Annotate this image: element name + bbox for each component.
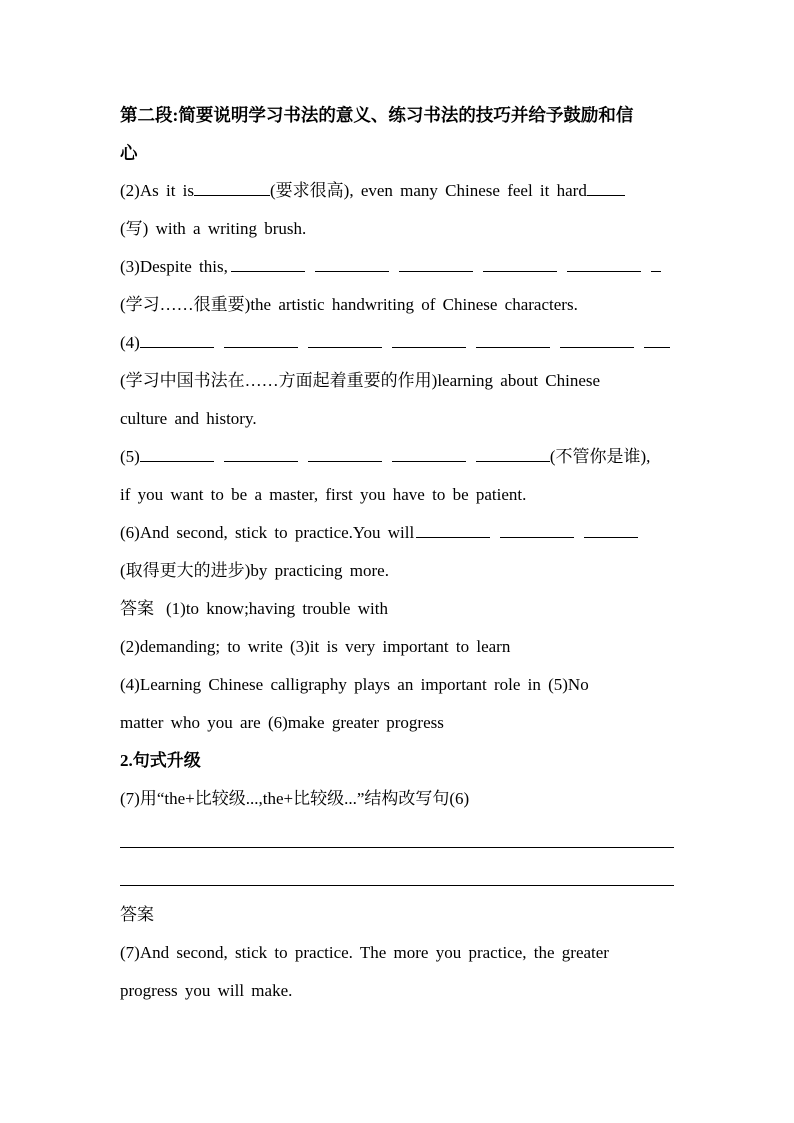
q3-text-a: (3)Despite this, bbox=[120, 257, 228, 276]
q3-blank-5[interactable] bbox=[567, 257, 641, 272]
q2-blank-2[interactable] bbox=[587, 181, 625, 196]
q3-blank-2[interactable] bbox=[315, 257, 389, 272]
q4-text-a: (4) bbox=[120, 333, 140, 352]
q6-blank-2[interactable] bbox=[500, 523, 574, 538]
answer-line3: (4)Learning Chinese calligraphy plays an important role in (5)No bbox=[120, 675, 589, 694]
question-5-line1 bbox=[120, 438, 674, 476]
answer-7-line1: (7)And second, stick to practice. The more you practice, the greater bbox=[120, 943, 609, 962]
answers-2-label: 答案 bbox=[120, 905, 154, 924]
q3-blank-3[interactable] bbox=[399, 257, 473, 272]
q6-text-a: (6)And second, stick to practice.You will bbox=[120, 523, 415, 542]
q4-blank-5[interactable] bbox=[476, 333, 550, 348]
q5-blank-3[interactable] bbox=[308, 447, 382, 462]
answer-label: 答案 bbox=[120, 599, 154, 618]
q3-blank-4[interactable] bbox=[483, 257, 557, 272]
q5-text-a: (5) bbox=[120, 447, 140, 466]
q5-blank-5[interactable] bbox=[476, 447, 550, 462]
q2-text-a: (2)As it is bbox=[120, 181, 194, 200]
answer-line4: matter who you are (6)make greater progress bbox=[120, 713, 444, 732]
q4-blank-6[interactable] bbox=[560, 333, 634, 348]
question-3-line1 bbox=[120, 248, 674, 286]
q4-blank-2[interactable] bbox=[224, 333, 298, 348]
question-7: (7)用“the+比较级...,the+比较级...”结构改写句(6) bbox=[120, 789, 470, 808]
writing-line-2[interactable] bbox=[120, 885, 674, 886]
q5-blank-4[interactable] bbox=[392, 447, 466, 462]
question-6-line1 bbox=[120, 514, 674, 552]
answer-7-line2: progress you will make. bbox=[120, 981, 293, 1000]
section-heading-line1: 第二段:简要说明学习书法的意义、练习书法的技巧并给予鼓励和信 bbox=[120, 105, 634, 125]
answers-1-line1 bbox=[120, 590, 388, 628]
section-heading-line2: 心 bbox=[120, 143, 138, 163]
q4-text-c: culture and history. bbox=[120, 409, 257, 428]
q4-text-b: (学习中国书法在……方面起着重要的作用)learning about Chinese bbox=[120, 371, 601, 390]
q4-blank-1[interactable] bbox=[140, 333, 214, 348]
q3-text-b: (学习……很重要)the artistic handwriting of Chinese characters. bbox=[120, 295, 578, 314]
q6-text-b: (取得更大的进步)by practicing more. bbox=[120, 561, 389, 580]
q6-blank-1[interactable] bbox=[416, 523, 490, 538]
q2-text-b: (要求很高), even many Chinese feel it hard bbox=[270, 181, 587, 200]
q4-blank-7[interactable] bbox=[644, 333, 670, 348]
question-2-line1 bbox=[120, 172, 674, 210]
upgrade-heading: 2.句式升级 bbox=[120, 751, 201, 770]
q6-blank-3[interactable] bbox=[584, 523, 638, 538]
q4-blank-3[interactable] bbox=[308, 333, 382, 348]
answer-line1: (1)to know;having trouble with bbox=[166, 599, 388, 618]
question-4-line1 bbox=[120, 324, 674, 362]
q5-blank-1[interactable] bbox=[140, 447, 214, 462]
q5-blank-2[interactable] bbox=[224, 447, 298, 462]
q3-blank-1[interactable] bbox=[231, 257, 305, 272]
q5-text-b: (不管你是谁), bbox=[549, 447, 651, 466]
answer-line2: (2)demanding; to write (3)it is very important to learn bbox=[120, 637, 511, 656]
q2-blank-1[interactable] bbox=[194, 181, 270, 196]
q3-blank-6[interactable] bbox=[651, 257, 661, 272]
q2-text-c: (写) with a writing brush. bbox=[120, 219, 307, 238]
q5-text-c: if you want to be a master, first you have to be patient. bbox=[120, 485, 527, 504]
q4-blank-4[interactable] bbox=[392, 333, 466, 348]
writing-line-1[interactable] bbox=[120, 847, 674, 848]
